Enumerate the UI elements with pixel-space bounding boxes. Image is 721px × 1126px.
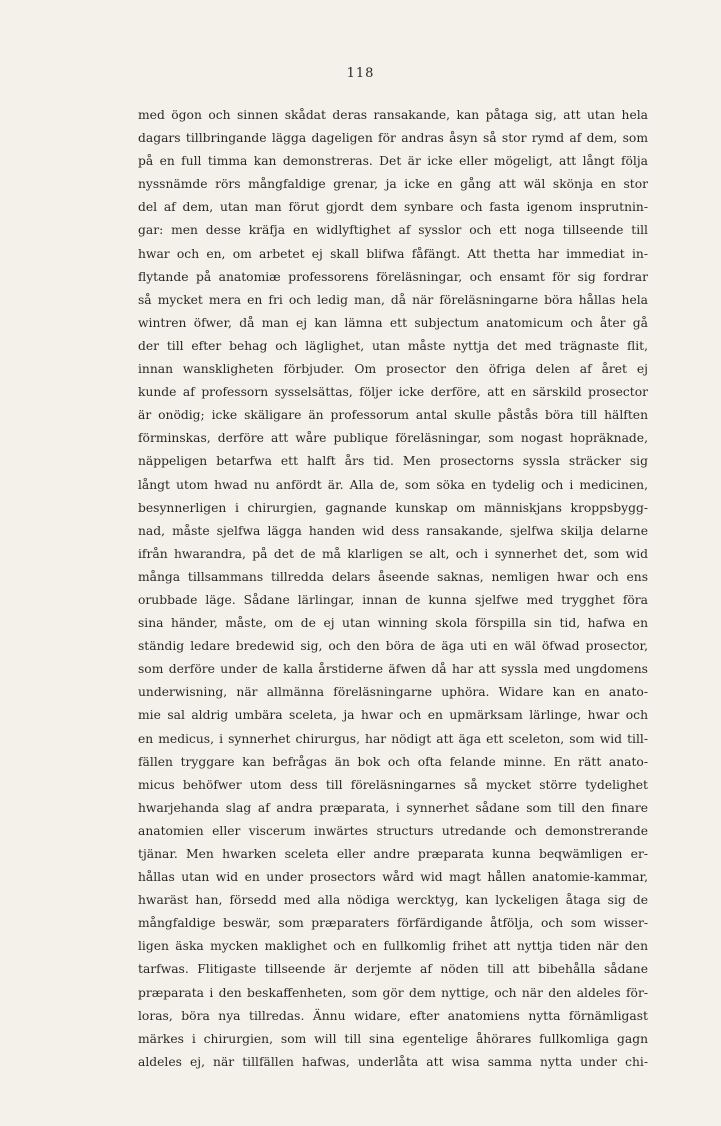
text-line: dagars tillbringande lägga dageligen för andras åsyn så stor rymd af dem, som (138, 131, 648, 146)
text-line: anatomien eller viscerum inwärtes structurs utredande och demonstrerande (138, 823, 648, 838)
text-line: wintren öfwer, då man ej kan lämna ett subjectum anatomicum och åter gå (138, 315, 648, 330)
text-line: del af dem, utan man förut gjordt dem synbare och fasta igenom insprutnin- (138, 200, 648, 215)
text-line: hållas utan wid en under prosectors wård wid magt hållen anatomie-kammar, (138, 870, 648, 885)
text-line: tarfwas. Flitigaste tillseende är derjemte af nöden till att bibehålla sådane (138, 962, 648, 977)
text-line: hwaräst han, försedd med alla nödiga wercktyg, kan lyckeligen åtaga sig de (138, 893, 648, 908)
text-line: med ögon och sinnen skådat deras ransakande, kan påtaga sig, att utan hela (138, 108, 648, 122)
text-line: besynnerligen i chirurgien, gagnande kunskap om människjans kroppsbygg- (138, 500, 648, 515)
text-line: orubbade läge. Sådane lärlingar, innan de kunna sjelfwe med trygghet föra (138, 592, 648, 607)
text-line: loras, böra nya tillredas. Ännu widare, efter anatomiens nytta förnämligast (138, 1008, 648, 1023)
text-line: der till efter behag och läglighet, utan måste nyttja det med trägnaste flit, (138, 338, 648, 353)
text-line: förminskas, derföre att wåre publique föreläsningar, som nogast hopräknade, (138, 431, 648, 446)
text-line: kunde af professorn sysselsättas, följer icke derföre, att en särskild prosector (138, 385, 648, 400)
text-line: långt utom hwad nu anfördt är. Alla de, som söka en tydelig och i medicinen, (138, 477, 648, 492)
text-line: så mycket mera en fri och ledig man, då när föreläsningarne böra hållas hela (138, 292, 648, 307)
text-line: hwarjehanda slag af andra præparata, i synnerhet sådane som till den finare (138, 800, 648, 815)
text-line: fällen tryggare kan befrågas än bok och ofta felande minne. En rätt anato- (138, 754, 648, 769)
text-line: ligen äska mycken maklighet och en fullkomlig frihet att nyttja tiden när den (138, 939, 648, 954)
text-line: flytande på anatomiæ professorens föreläsningar, och ensamt för sig fordrar (138, 269, 648, 284)
text-line: ifrån hwarandra, på det de må klarligen se alt, och i synnerhet det, som wid (138, 546, 648, 561)
text-line: på en full timma kan demonstreras. Det är icke eller mögeligt, att långt följa (138, 154, 648, 169)
text-line: många tillsammans tillredda delars åseende saknas, nemligen hwar och ens (138, 569, 648, 584)
text-line: ständig ledare bredewid sig, och den böra de äga uti en wäl öfwad prosector, (138, 639, 648, 654)
text-line: underwisning, när allmänna föreläsningarne uphöra. Widare kan en anato- (138, 685, 648, 700)
page-number: 118 (346, 66, 375, 81)
text-line: micus behöfwer utom dess till föreläsningarnes så mycket större tydelighet (138, 777, 648, 792)
text-line: mångfaldige beswär, som præparaters förfärdigande åtfölja, och som wisser- (138, 916, 648, 931)
text-line: tjänar. Men hwarken sceleta eller andre præparata kunna beqwämligen er- (138, 847, 648, 861)
text-line: nad, måste sjelfwa lägga handen wid dess ransakande, sjelfwa skilja delarne (138, 523, 648, 538)
text-line: näppeligen betarfwa ett halft års tid. Men prosectorns syssla sträcker sig (138, 454, 648, 469)
text-line: præparata i den beskaffenheten, som gör dem nyttige, och när den aldeles för- (138, 985, 648, 1000)
text-line: märkes i chirurgien, som will till sina egentelige åhörares fullkomliga gagn (138, 1031, 648, 1046)
text-line: aldeles ej, när tillfällen hafwas, underlåta att wisa samma nytta under chi- (138, 1054, 648, 1069)
body-text (138, 104, 648, 1074)
text-line: en medicus, i synnerhet chirurgus, har nödigt att äga ett sceleton, som wid till- (138, 731, 648, 746)
text-line: är onödig; icke skäligare än professorum antal skulle påstås böra till hälften (138, 408, 648, 423)
text-line: som derföre under de kalla årstiderne äfwen då har att syssla med ungdomens (138, 662, 648, 677)
text-line: sina händer, måste, om de ej utan winning skola förspilla sin tid, hafwa en (138, 616, 648, 631)
text-line: innan wanskligheten förbjuder. Om prosector den öfriga delen af året ej (138, 362, 648, 377)
text-line: gar: men desse kräfja en widlyftighet af sysslor och ett noga tillseende till (138, 223, 648, 238)
text-line: nyssnämde rörs mångfaldige grenar, ja icke en gång att wäl skönja en stor (138, 177, 648, 192)
text-line: mie sal aldrig umbära sceleta, ja hwar och en upmärksam lärlinge, hwar och (138, 708, 648, 723)
text-line: hwar och en, om arbetet ej skall blifwa fåfängt. Att thetta har immediat in- (138, 246, 648, 261)
